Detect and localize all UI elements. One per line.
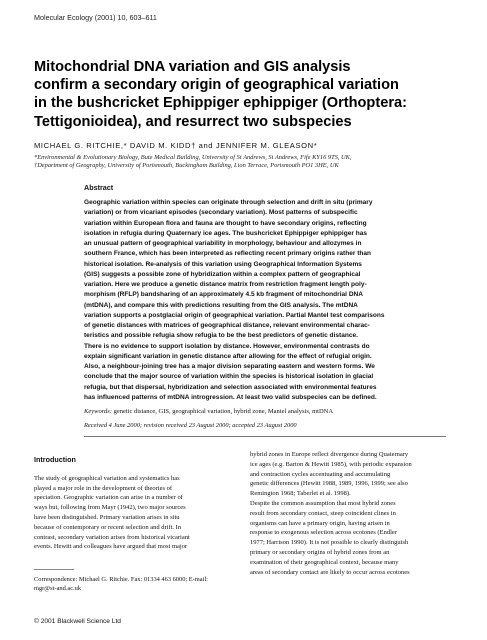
text-line: examination of their geographical context, because many bbox=[250, 558, 399, 566]
text-line: explain significant variation in genetic distance after allowing for the effect of refugial origin. bbox=[84, 352, 372, 360]
abstract-body bbox=[84, 198, 446, 403]
received-dates: Received 4 June 2000; revision received 23 August 2000; accepted 23 August 2000 bbox=[84, 422, 297, 429]
text-line: Geographic variation within species can originate through selection and drift in situ (primary bbox=[84, 199, 373, 206]
title-line: Tettigonioidea), and resurrect two subspecies bbox=[34, 113, 352, 130]
text-line: primary or secondary origins of hybrid zones from an bbox=[250, 548, 390, 556]
keywords-text: genetic distance, GIS, geographical variation, hybrid zone, Mantel analysis, mtDNA bbox=[113, 408, 334, 415]
introduction-heading: Introduction bbox=[34, 455, 76, 464]
text-line: 1977; Harrison 1990). It is not possible to clearly distinguish bbox=[250, 539, 409, 547]
correspondence-line: mgr@st-and.ac.uk bbox=[34, 585, 82, 593]
text-line: an unusual pattern of geographical variability in morphology, behaviour and allozymes in bbox=[84, 240, 362, 247]
text-line: have been distinguished. Primary variation arises in situ bbox=[34, 513, 180, 521]
title-line: Mitochondrial DNA variation and GIS analysis bbox=[34, 59, 351, 75]
section-divider bbox=[84, 436, 446, 437]
text-line: teristics and possible refugia show refugia to be the best predictors of genetic distance. bbox=[84, 332, 358, 340]
text-line: southern France, which has been interpreted as reflecting recent primary origins rather than bbox=[84, 250, 372, 258]
text-line: variation within European flora and fauna are thought to have secondary origins, reflecting bbox=[84, 219, 367, 227]
correspondence-footnote bbox=[34, 575, 240, 593]
text-line: variation supports a postglacial origin of geographical variation. Partial Mantel test comparisons bbox=[84, 311, 385, 319]
affiliation-line: *Environmental & Evolutionary Biology, Bute Medical Building, University of St Andrews, St Andrews, Fife KY16 9TS, UK, bbox=[34, 154, 352, 161]
text-line: result from secondary contact, steep coincident clines in bbox=[250, 509, 396, 517]
copyright-notice: © 2001 Blackwell Science Ltd bbox=[34, 618, 121, 625]
title-line: in the bushcricket Ephippiger ephippiger (Orthoptera: bbox=[34, 95, 407, 112]
right-column bbox=[250, 450, 460, 577]
text-line: refugia, but that dispersal, hybridization and selection associated with environmental features bbox=[84, 383, 377, 391]
text-line: hybrid zones in Europe reflect divergence during Quaternary bbox=[250, 451, 409, 458]
text-line: contrast, secondary variation arises from historical vicariant bbox=[34, 533, 190, 541]
text-line: variation) or from vicariant episodes (secondary variation). Most patterns of subspecific bbox=[84, 209, 358, 217]
introduction-text-right bbox=[250, 450, 460, 577]
text-line: of genetic distances with matrices of geographical distance, relevant environmental charac- bbox=[84, 322, 370, 329]
abstract-block bbox=[84, 183, 446, 429]
text-line: (GIS) suggests a possible zone of hybridization within a complex pattern of geographical bbox=[84, 270, 361, 278]
footnote-rule bbox=[34, 569, 74, 570]
affiliation-line: †Department of Geography, University of Portsmouth, Buckingham Building, Lion Terrace, Portsmouth PO1 3HE, UK bbox=[34, 162, 339, 170]
text-line: Remington 1968; Taberlet et al. 1998). bbox=[250, 490, 351, 498]
text-line: Despite the common assumption that most hybrid zones bbox=[250, 499, 396, 507]
text-line: isolation in refugia during Quaternary ice ages. The bushcricket Ephippiger ephippiger has bbox=[84, 229, 368, 237]
text-line: morphism (RFLP) bandsharing of an approximately 4.5 kb fragment of mitochondrial DNA bbox=[84, 291, 364, 299]
text-line: historical isolation. Re-analysis of this variation using Geographical Information Systems bbox=[84, 260, 362, 268]
abstract-heading: Abstract bbox=[84, 183, 114, 192]
text-line: genetic differences (Hewitt 1988, 1989, 1996, 1999; see also bbox=[250, 480, 408, 488]
text-line: and contraction cycles accentuating and accumulating bbox=[250, 470, 391, 478]
text-line: organisms can have a primary origin, having arisen in bbox=[250, 519, 390, 527]
text-line: The study of geographical variation and systematics has bbox=[34, 474, 180, 482]
article-title bbox=[34, 58, 474, 131]
affiliations bbox=[34, 154, 474, 171]
text-line: (mtDNA), and compare this with predictions resulting from the GIS analysis. The mtDNA bbox=[84, 301, 358, 309]
text-line: variation. Here we produce a genetic distance matrix from restriction fragment length poly- bbox=[84, 281, 367, 288]
keywords-label: Keywords: bbox=[84, 408, 112, 415]
text-line: speciation. Geographic variation can arise in a number of bbox=[34, 494, 183, 502]
title-line: confirm a secondary origin of geographical variation bbox=[34, 77, 399, 94]
keywords bbox=[84, 408, 446, 415]
author-list: MICHAEL G. RITCHIE,* DAVID M. KIDD† and JENNIFER M. GLEASON* bbox=[34, 141, 318, 150]
correspondence-line: Correspondence: Michael G. Ritchie. Fax: 01334 463 6000; E-mail: bbox=[34, 576, 208, 583]
text-line: response to exogenous selection across ecotones (Endler bbox=[250, 529, 397, 537]
text-line: Also, a neighbour-joining tree has a major division separating eastern and western forms. We bbox=[84, 363, 375, 370]
text-line: There is no evidence to support isolation by distance. However, environmental contrasts do bbox=[84, 342, 370, 350]
left-column bbox=[34, 455, 244, 552]
text-line: areas of secondary contact are likely to occur across ecotones bbox=[250, 568, 410, 576]
introduction-text-left bbox=[34, 474, 244, 552]
text-line: has influenced patterns of mtDNA introgression. At least two valid subspecies can be defined. bbox=[84, 393, 377, 401]
journal-reference: Molecular Ecology (2001) 10, 603–611 bbox=[34, 13, 157, 22]
text-line: conclude that the major source of variation within the species is historical isolation in glacial bbox=[84, 373, 374, 381]
text-line: played a major role in the development of theories of bbox=[34, 484, 173, 492]
text-line: events. Hewitt and colleagues have argued that most major bbox=[34, 543, 188, 551]
text-line: because of contemporary or recent selection and drift. In bbox=[34, 523, 182, 531]
text-line: ice ages (e.g. Barton & Hewitt 1985), with periodic expansion bbox=[250, 460, 412, 468]
text-line: ways but, following from Mayr (1942), two major sources bbox=[34, 504, 186, 512]
